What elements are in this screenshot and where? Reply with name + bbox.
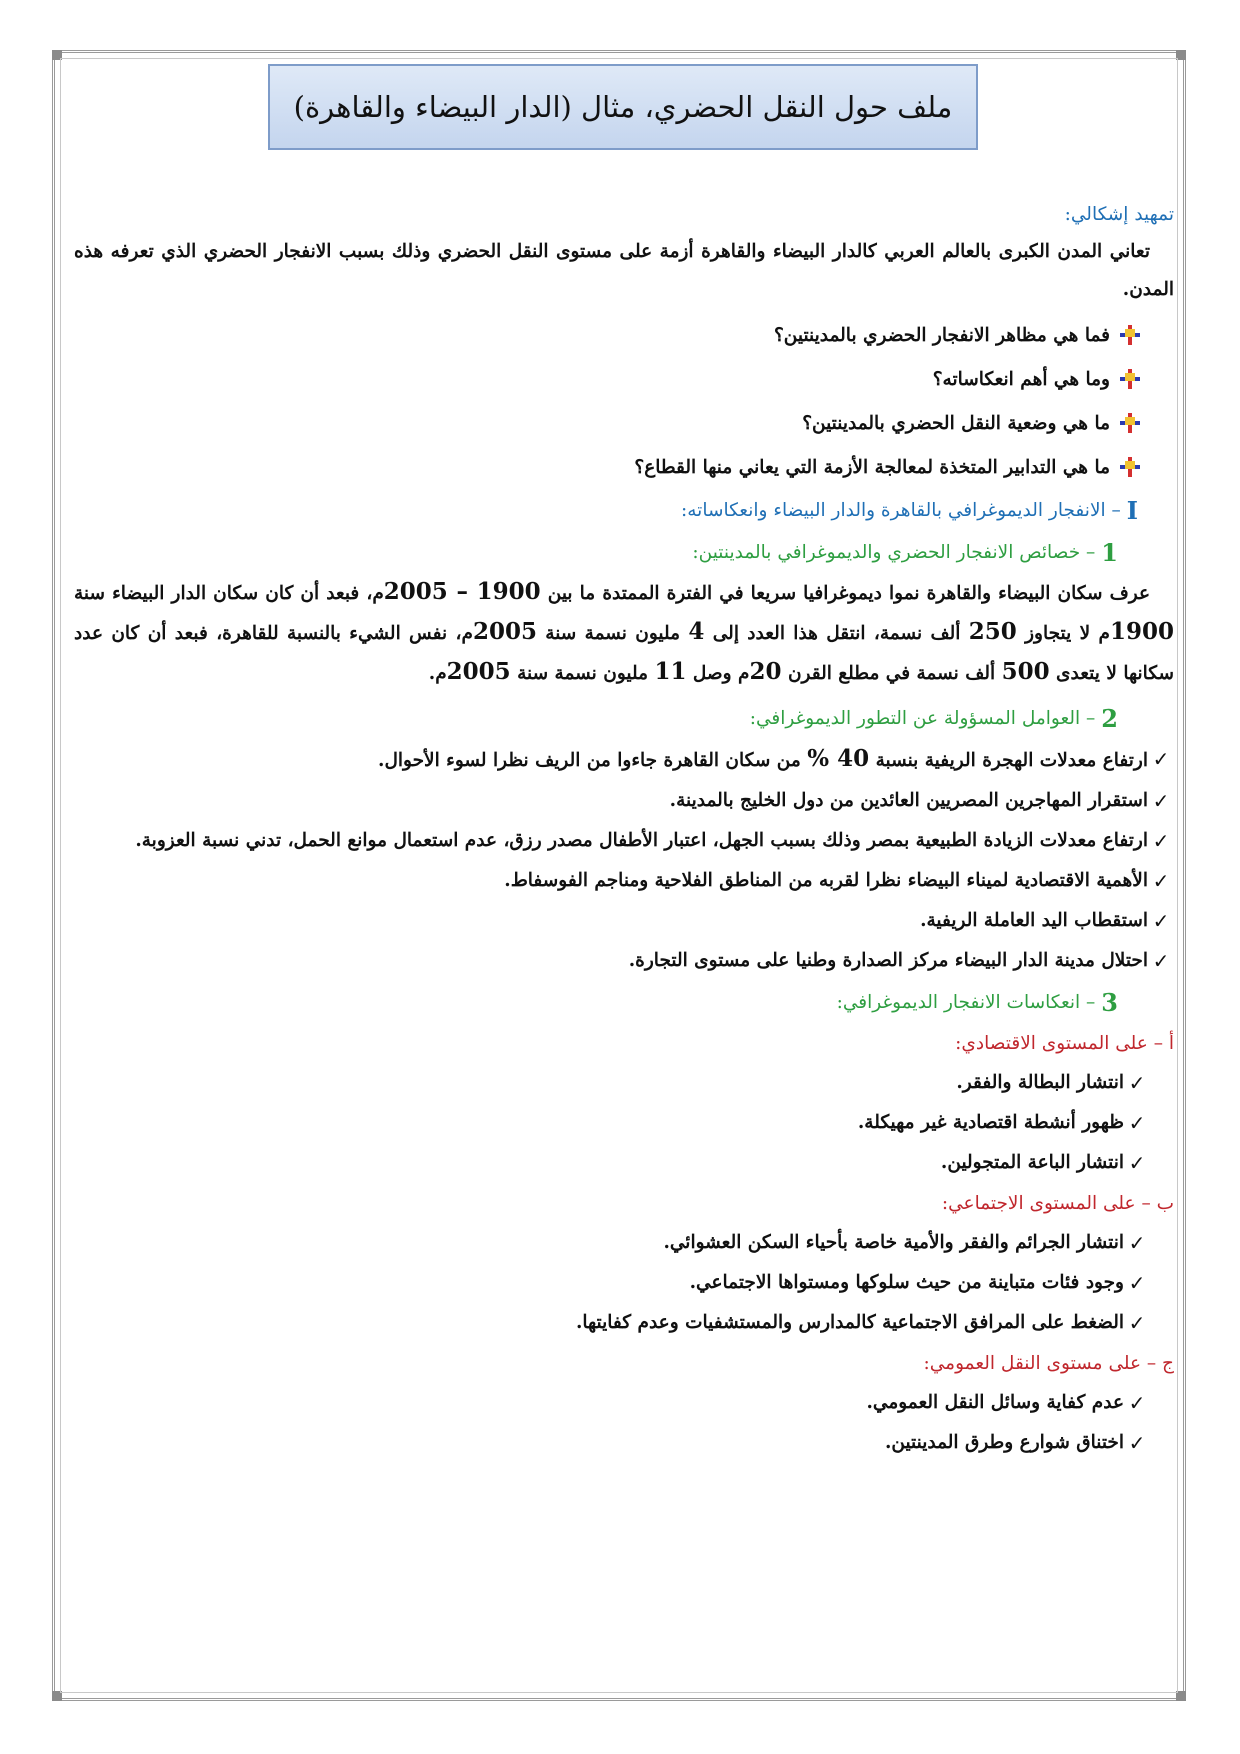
list-item-text: عدم كفاية وسائل النقل العمومي. (866, 1392, 1124, 1413)
list-item-text: انتشار الجرائم والفقر والأمية خاصة بأحياء السكن العشوائي. (663, 1232, 1124, 1253)
checkmark-icon: ✓ (1128, 1071, 1146, 1095)
list-item (74, 1303, 1150, 1343)
text-run: من سكان القاهرة جاءوا من الريف نظرا لسوء الأحوال. (378, 750, 808, 771)
list-item (74, 1103, 1150, 1143)
text-run: م لا يتجاوز (1016, 623, 1110, 644)
section-number: I (1126, 495, 1138, 525)
question-text: ما هي وضعية النقل الحضري بالمدينتين؟ (802, 412, 1110, 434)
checkmark-icon: ✓ (1128, 1391, 1146, 1415)
section-heading-1 (74, 531, 1118, 573)
list-item (74, 1423, 1150, 1463)
section-title: – خصائص الانفجار الحضري والديموغرافي بالمدينتين: (692, 541, 1096, 563)
list-item-text: ارتفاع معدلات الزيادة الطبيعية بمصر وذلك بسبب الجهل، اعتبار الأطفال مصدر رزق، عدم استعمال موانع الحمل، تدني نسبة العزوبة. (135, 830, 1148, 851)
question-item (74, 401, 1140, 445)
checkmark-icon: ✓ (1152, 869, 1170, 893)
question-text: وما هي أهم انعكاساته؟ (932, 368, 1110, 390)
checkmark-icon: ✓ (1152, 829, 1170, 853)
plus-bullet-icon (1120, 369, 1140, 389)
text-run: ارتفاع معدلات الهجرة الريفية بنسبة (869, 750, 1148, 771)
intro-paragraph: تعاني المدن الكبرى بالعالم العربي كالدار البيضاء والقاهرة أزمة على مستوى النقل الحضري وذلك بسبب الانفجار الحضري الذي تعرفه هذه المدن. (74, 241, 1174, 300)
checkmark-icon: ✓ (1152, 949, 1170, 973)
text-run: م، فبعد أن كان سكان الدار البيضاء سنة (74, 583, 384, 604)
section-title: – انعكاسات الانفجار الديموغرافي: (836, 991, 1096, 1013)
checkmark-icon: ✓ (1128, 1271, 1146, 1295)
section-number: 3 (1101, 987, 1118, 1017)
section-title: – العوامل المسؤولة عن التطور الديموغرافي: (749, 707, 1096, 729)
plus-bullet-icon (1120, 413, 1140, 433)
list-item-text (74, 739, 1148, 781)
transport-list (74, 1383, 1150, 1463)
section-heading-I (74, 489, 1138, 531)
list-item (74, 821, 1174, 861)
number-run: 2005 (446, 658, 511, 685)
checkmark-icon: ✓ (1152, 909, 1170, 933)
list-item (74, 1383, 1150, 1423)
checkmark-icon: ✓ (1152, 747, 1170, 771)
number-run: 1900 (1110, 618, 1175, 645)
list-item (74, 1143, 1150, 1183)
subsection-social: ب – على المستوى الاجتماعي: (941, 1192, 1174, 1214)
checkmark-icon: ✓ (1152, 789, 1170, 813)
section-title: – الانفجار الديموغرافي بالقاهرة والدار البيضاء وانعكاساته: (681, 499, 1121, 521)
list-item-text: اختناق شوارع وطرق المدينتين. (884, 1432, 1124, 1453)
plus-bullet-icon (1120, 325, 1140, 345)
number-run: 20 (749, 658, 782, 685)
text-run: م. (428, 663, 447, 684)
subsection-transport: ج – على مستوى النقل العمومي: (923, 1352, 1174, 1374)
number-run: 40 % (807, 745, 870, 772)
text-run: مليون نسمة سنة (510, 663, 655, 684)
title-text: ملف حول النقل الحضري، مثال (الدار البيضاء والقاهرة) (293, 90, 953, 124)
document-body (74, 204, 1174, 1463)
economic-list (74, 1063, 1150, 1183)
list-item (74, 1263, 1150, 1303)
list-item-text: احتلال مدينة الدار البيضاء مركز الصدارة وطنيا على مستوى التجارة. (628, 950, 1148, 971)
question-item (74, 313, 1140, 357)
checkmark-icon: ✓ (1128, 1231, 1146, 1255)
text-run: ألف نسمة في مطلع القرن (781, 663, 1002, 684)
number-run: 500 (1001, 658, 1050, 685)
list-item-text: انتشار البطالة والفقر. (956, 1072, 1124, 1093)
plus-bullet-icon (1120, 457, 1140, 477)
document-title (268, 64, 978, 150)
question-item (74, 357, 1140, 401)
social-list (74, 1223, 1150, 1343)
section-number: 1 (1101, 537, 1118, 567)
list-item-text: وجود فئات متباينة من حيث سلوكها ومستواها الاجتماعي. (689, 1272, 1124, 1293)
section-number: 2 (1101, 703, 1118, 733)
text-run: عرف سكان البيضاء والقاهرة نموا ديموغرافيا سريعا في الفترة الممتدة ما بين (540, 583, 1150, 604)
list-item-text: انتشار الباعة المتجولين. (940, 1152, 1124, 1173)
factors-list (74, 739, 1174, 981)
list-item-text: استقطاب اليد العاملة الريفية. (920, 910, 1148, 931)
list-item (74, 1063, 1150, 1103)
list-item-text: الضغط على المرافق الاجتماعية كالمدارس والمستشفيات وعدم كفايتها. (575, 1312, 1124, 1333)
text-run: مليون نسمة سنة (536, 623, 689, 644)
list-item (74, 739, 1174, 781)
question-text: ما هي التدابير المتخذة لمعالجة الأزمة التي يعاني منها القطاع؟ (634, 456, 1110, 478)
checkmark-icon: ✓ (1128, 1151, 1146, 1175)
number-run: 250 (968, 618, 1017, 645)
list-item (74, 1223, 1150, 1263)
number-run: 1900 – 2005 (383, 578, 541, 605)
list-item-text: الأهمية الاقتصادية لميناء البيضاء نظرا لقربه من المناطق الفلاحية ومناجم الفوسفاط. (504, 870, 1148, 891)
text-run: م، نفس الشيء بالنسبة للقاهرة، فبعد أن كان عدد سكانها لا يتعدى (74, 623, 1174, 684)
subsection-economic: أ – على المستوى الاقتصادي: (955, 1032, 1174, 1054)
number-run: 11 (654, 658, 687, 685)
question-item (74, 445, 1140, 489)
section-heading-3 (74, 981, 1118, 1023)
demography-paragraph (74, 573, 1174, 693)
question-text: فما هي مظاهر الانفجار الحضري بالمدينتين؟ (773, 324, 1110, 346)
text-run: ألف نسمة، انتقل هذا العدد إلى (704, 623, 969, 644)
section-heading-2 (74, 697, 1118, 739)
text-run: م وصل (686, 663, 750, 684)
list-item-text: استقرار المهاجرين المصريين العائدين من دول الخليج بالمدينة. (669, 790, 1148, 811)
list-item (74, 781, 1174, 821)
question-list (74, 313, 1174, 489)
list-item (74, 941, 1174, 981)
number-run: 4 (688, 618, 705, 645)
list-item (74, 861, 1174, 901)
checkmark-icon: ✓ (1128, 1431, 1146, 1455)
number-run: 2005 (472, 618, 537, 645)
list-item (74, 901, 1174, 941)
checkmark-icon: ✓ (1128, 1111, 1146, 1135)
checkmark-icon: ✓ (1128, 1311, 1146, 1335)
intro-heading: تمهيد إشكالي: (1064, 204, 1174, 225)
list-item-text: ظهور أنشطة اقتصادية غير مهيكلة. (857, 1112, 1124, 1133)
